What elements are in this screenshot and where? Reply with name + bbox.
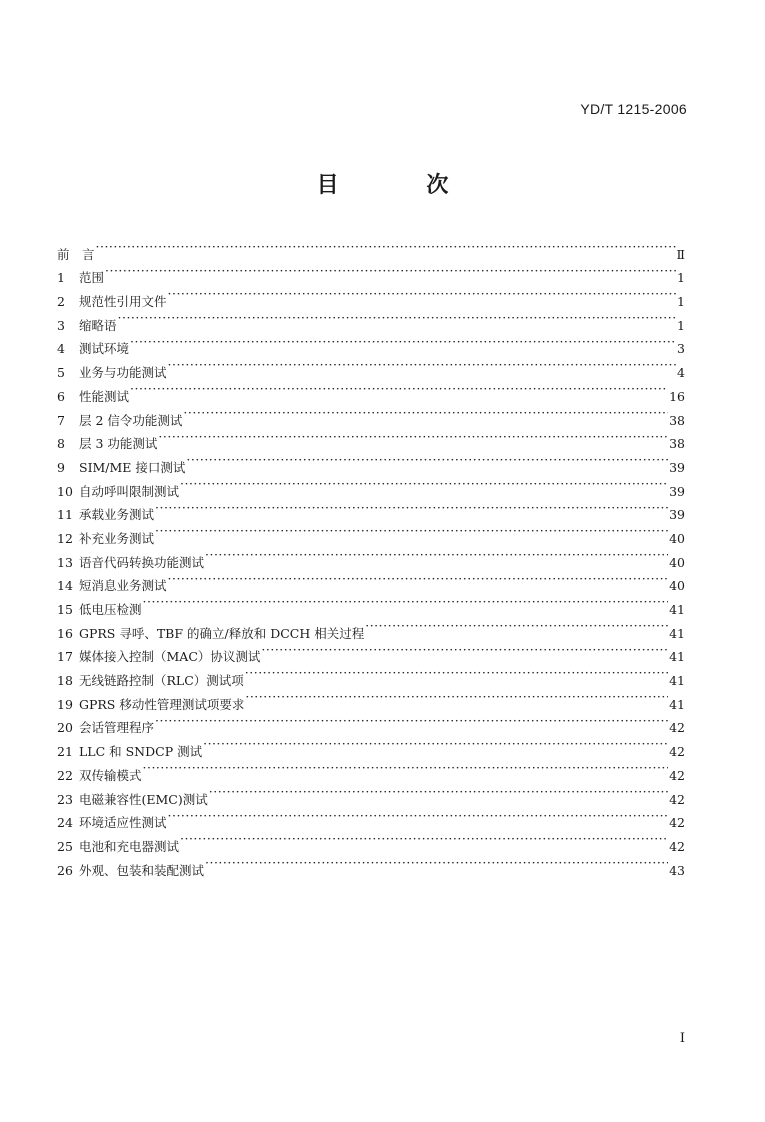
toc-leader-dots xyxy=(365,614,668,638)
toc-entry-number: 13 xyxy=(57,554,73,570)
toc-entry-page: 40 xyxy=(669,530,685,546)
toc-entry-title: 电磁兼容性(EMC)测试 xyxy=(79,791,208,807)
toc-entry-page: 42 xyxy=(669,815,685,831)
toc-entry-page: 39 xyxy=(669,507,685,523)
toc-entry-number: 18 xyxy=(57,673,73,689)
toc-entry[interactable] xyxy=(57,377,685,404)
toc-entry-title: 层 2 信令功能测试 xyxy=(79,412,183,428)
toc-entry-number: 11 xyxy=(57,507,73,523)
toc-entry-page: 43 xyxy=(669,862,685,878)
toc-entry-number: 3 xyxy=(57,317,65,333)
toc-entry-title: 自动呼叫限制测试 xyxy=(79,483,180,499)
toc-entry-page: 40 xyxy=(669,578,685,594)
toc-entry-page: 4 xyxy=(677,365,685,381)
toc-entry-number: 7 xyxy=(57,412,65,428)
toc-entry-page: 41 xyxy=(669,649,685,665)
toc-entry-page: 3 xyxy=(677,341,685,357)
toc-entry-title: 环境适应性测试 xyxy=(79,815,167,831)
toc-leader-dots xyxy=(180,472,668,496)
toc-entry-title: GPRS 移动性管理测试项要求 xyxy=(79,696,245,712)
toc-entry-page: 39 xyxy=(669,459,685,475)
toc-leader-dots xyxy=(209,780,668,804)
toc-entry-number: 12 xyxy=(57,530,73,546)
toc-leader-dots xyxy=(118,306,677,330)
toc-leader-dots xyxy=(105,259,676,283)
toc-entry-number: 20 xyxy=(57,720,73,736)
toc-entry-title: 双传输模式 xyxy=(79,767,142,783)
toc-leader-dots xyxy=(261,638,668,662)
toc-entry-page: 1 xyxy=(677,270,685,286)
toc-leader-dots xyxy=(155,496,668,520)
toc-entry-number: 17 xyxy=(57,649,73,665)
toc-leader-dots xyxy=(143,756,669,780)
toc-leader-dots xyxy=(186,448,668,472)
toc-entry[interactable] xyxy=(57,353,685,381)
toc-entry-page: 38 xyxy=(669,412,685,428)
toc-entry-number: 8 xyxy=(57,436,65,452)
toc-entry-page: 42 xyxy=(669,720,685,736)
toc-entry-page: Ⅱ xyxy=(676,246,685,262)
toc-entry-page: 41 xyxy=(669,602,685,617)
toc-entry-title: 缩略语 xyxy=(79,317,117,333)
toc-entry-page: 42 xyxy=(669,838,685,854)
toc-entry-title: 电池和充电器测试 xyxy=(79,838,180,854)
toc-entry-number: 9 xyxy=(57,459,65,475)
toc-leader-dots xyxy=(183,401,668,425)
toc-leader-dots xyxy=(168,282,677,306)
toc-entry-title: 无线链路控制（RLC）测试项 xyxy=(79,673,244,689)
toc-entry[interactable] xyxy=(57,330,685,357)
toc-entry[interactable] xyxy=(57,259,685,286)
toc-entry-page: 41 xyxy=(669,673,685,689)
toc-entry-page: 41 xyxy=(669,625,685,641)
toc-leader-dots xyxy=(205,851,668,875)
toc-entry-page: 16 xyxy=(669,388,685,404)
toc-entry[interactable] xyxy=(57,756,685,783)
toc-entry-title: 补充业务测试 xyxy=(79,530,155,546)
toc-leader-dots xyxy=(245,661,668,685)
toc-entry-title: 短消息业务测试 xyxy=(79,578,167,594)
toc-entry-page: 42 xyxy=(669,744,685,760)
toc-entry-number: 22 xyxy=(57,767,73,783)
toc-leader-dots xyxy=(180,827,668,851)
toc-entry-title: 测试环境 xyxy=(79,341,130,357)
toc-leader-dots xyxy=(155,709,668,733)
toc-entry-title: 业务与功能测试 xyxy=(79,365,167,381)
toc-entry[interactable] xyxy=(57,401,685,428)
toc-entry[interactable] xyxy=(57,590,685,617)
toc-entry-page: 1 xyxy=(677,317,685,333)
toc-entry-number: 5 xyxy=(57,365,65,381)
toc-entry-title: 外观、包装和装配测试 xyxy=(79,862,205,878)
toc-entry-page: 38 xyxy=(669,436,685,452)
toc-entry-title: 会话管理程序 xyxy=(79,720,155,736)
toc-leader-dots xyxy=(158,425,668,449)
table-of-contents xyxy=(57,235,685,878)
toc-entry-number: 4 xyxy=(57,341,65,357)
toc-entry-title: 范围 xyxy=(79,270,105,286)
toc-entry-page: 39 xyxy=(669,483,685,499)
toc-leader-dots xyxy=(130,377,668,401)
toc-leader-dots xyxy=(205,543,668,567)
toc-leader-dots xyxy=(155,519,668,543)
page-number: I xyxy=(679,1031,685,1046)
toc-entry-page: 42 xyxy=(669,767,685,783)
toc-entry-title: 低电压检测 xyxy=(79,602,142,617)
toc-entry-title: SIM/ME 接口测试 xyxy=(79,459,186,475)
toc-entry[interactable] xyxy=(57,306,685,333)
toc-entry-number: 16 xyxy=(57,625,73,641)
toc-leader-dots xyxy=(143,590,669,614)
toc-leader-dots xyxy=(203,732,668,756)
standard-code: YD/T 1215-2006 xyxy=(580,101,687,117)
toc-entry-page: 42 xyxy=(669,791,685,807)
toc-entry[interactable] xyxy=(57,235,685,262)
toc-entry-number: 19 xyxy=(57,696,73,712)
toc-entry-number: 1 xyxy=(57,270,65,286)
toc-entry-page: 41 xyxy=(669,696,685,712)
toc-entry[interactable] xyxy=(57,282,685,310)
toc-entry-title: 媒体接入控制（MAC）协议测试 xyxy=(79,649,261,665)
toc-entry[interactable] xyxy=(57,614,685,641)
toc-entry[interactable] xyxy=(57,780,685,807)
toc-entry-number: 25 xyxy=(57,838,73,854)
toc-entry-number: 23 xyxy=(57,791,73,807)
toc-leader-dots xyxy=(168,353,677,377)
toc-entry-title: 性能测试 xyxy=(79,388,130,404)
toc-entry-title: LLC 和 SNDCP 测试 xyxy=(79,744,203,760)
toc-entry-title: 语音代码转换功能测试 xyxy=(79,554,205,570)
toc-leader-dots xyxy=(168,567,669,591)
toc-entry-number: 24 xyxy=(57,815,73,831)
toc-leader-dots xyxy=(130,330,676,354)
toc-leader-dots xyxy=(96,235,676,259)
toc-entry-number: 2 xyxy=(57,294,65,310)
toc-entry-title: 前 言 xyxy=(57,246,95,262)
toc-entry-page: 1 xyxy=(677,294,685,310)
toc-entry-number: 15 xyxy=(57,602,73,617)
toc-entry-number: 6 xyxy=(57,388,65,404)
toc-entry-title: GPRS 寻呼、TBF 的确立/释放和 DCCH 相关过程 xyxy=(79,625,365,641)
toc-entry-title: 层 3 功能测试 xyxy=(79,436,158,452)
toc-leader-dots xyxy=(168,804,669,828)
toc-entry-number: 21 xyxy=(57,744,73,760)
toc-entry-number: 26 xyxy=(57,862,73,878)
toc-leader-dots xyxy=(245,685,668,709)
toc-entry-number: 14 xyxy=(57,578,73,594)
page-title: 目 次 xyxy=(316,173,489,198)
toc-entry-page: 40 xyxy=(669,554,685,570)
toc-entry-title: 规范性引用文件 xyxy=(79,294,167,310)
toc-entry-title: 承载业务测试 xyxy=(79,507,155,523)
toc-entry-number: 10 xyxy=(57,483,73,499)
